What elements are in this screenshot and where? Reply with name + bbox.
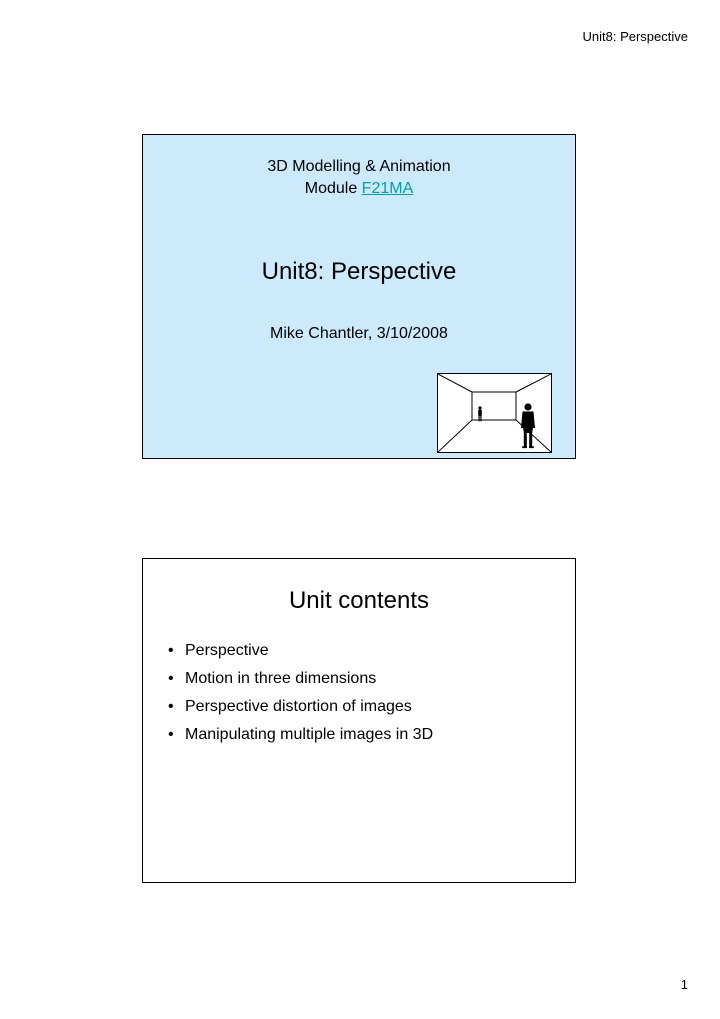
list-item — [165, 693, 433, 721]
small-person-figure — [478, 406, 482, 421]
ceiling-edge-right — [516, 374, 551, 392]
list-item — [165, 721, 433, 749]
contents-list — [165, 637, 433, 749]
author-date: Mike Chantler, 3/10/2008 — [270, 325, 448, 342]
title-slide — [142, 134, 576, 459]
bullet-icon: • — [168, 670, 174, 687]
list-item — [165, 665, 433, 693]
bullet-icon: • — [168, 726, 174, 743]
floor-edge-left — [438, 420, 472, 452]
contents-title: Unit contents — [288, 587, 430, 614]
page-number: 1 — [680, 977, 688, 992]
course-title: 3D Modelling & Animation — [267, 158, 451, 175]
list-item-text: Perspective — [185, 642, 269, 659]
module-code-link[interactable]: F21MA — [361, 180, 414, 197]
module-line — [143, 179, 575, 199]
list-item — [165, 637, 433, 665]
bullet-icon: • — [168, 642, 174, 659]
running-header: Unit8: Perspective — [582, 29, 688, 44]
room-perspective-drawing — [438, 374, 551, 452]
room-perspective-illustration — [437, 373, 552, 453]
list-item-text: Motion in three dimensions — [185, 670, 377, 687]
module-prefix: Module — [304, 180, 362, 197]
ceiling-edge-left — [438, 374, 472, 392]
large-person-figure — [521, 403, 535, 448]
list-item-text: Perspective distortion of images — [185, 698, 412, 715]
bullet-icon: • — [168, 698, 174, 715]
unit-title: Unit8: Perspective — [261, 258, 457, 285]
contents-slide — [142, 558, 576, 883]
list-item-text: Manipulating multiple images in 3D — [185, 726, 434, 743]
